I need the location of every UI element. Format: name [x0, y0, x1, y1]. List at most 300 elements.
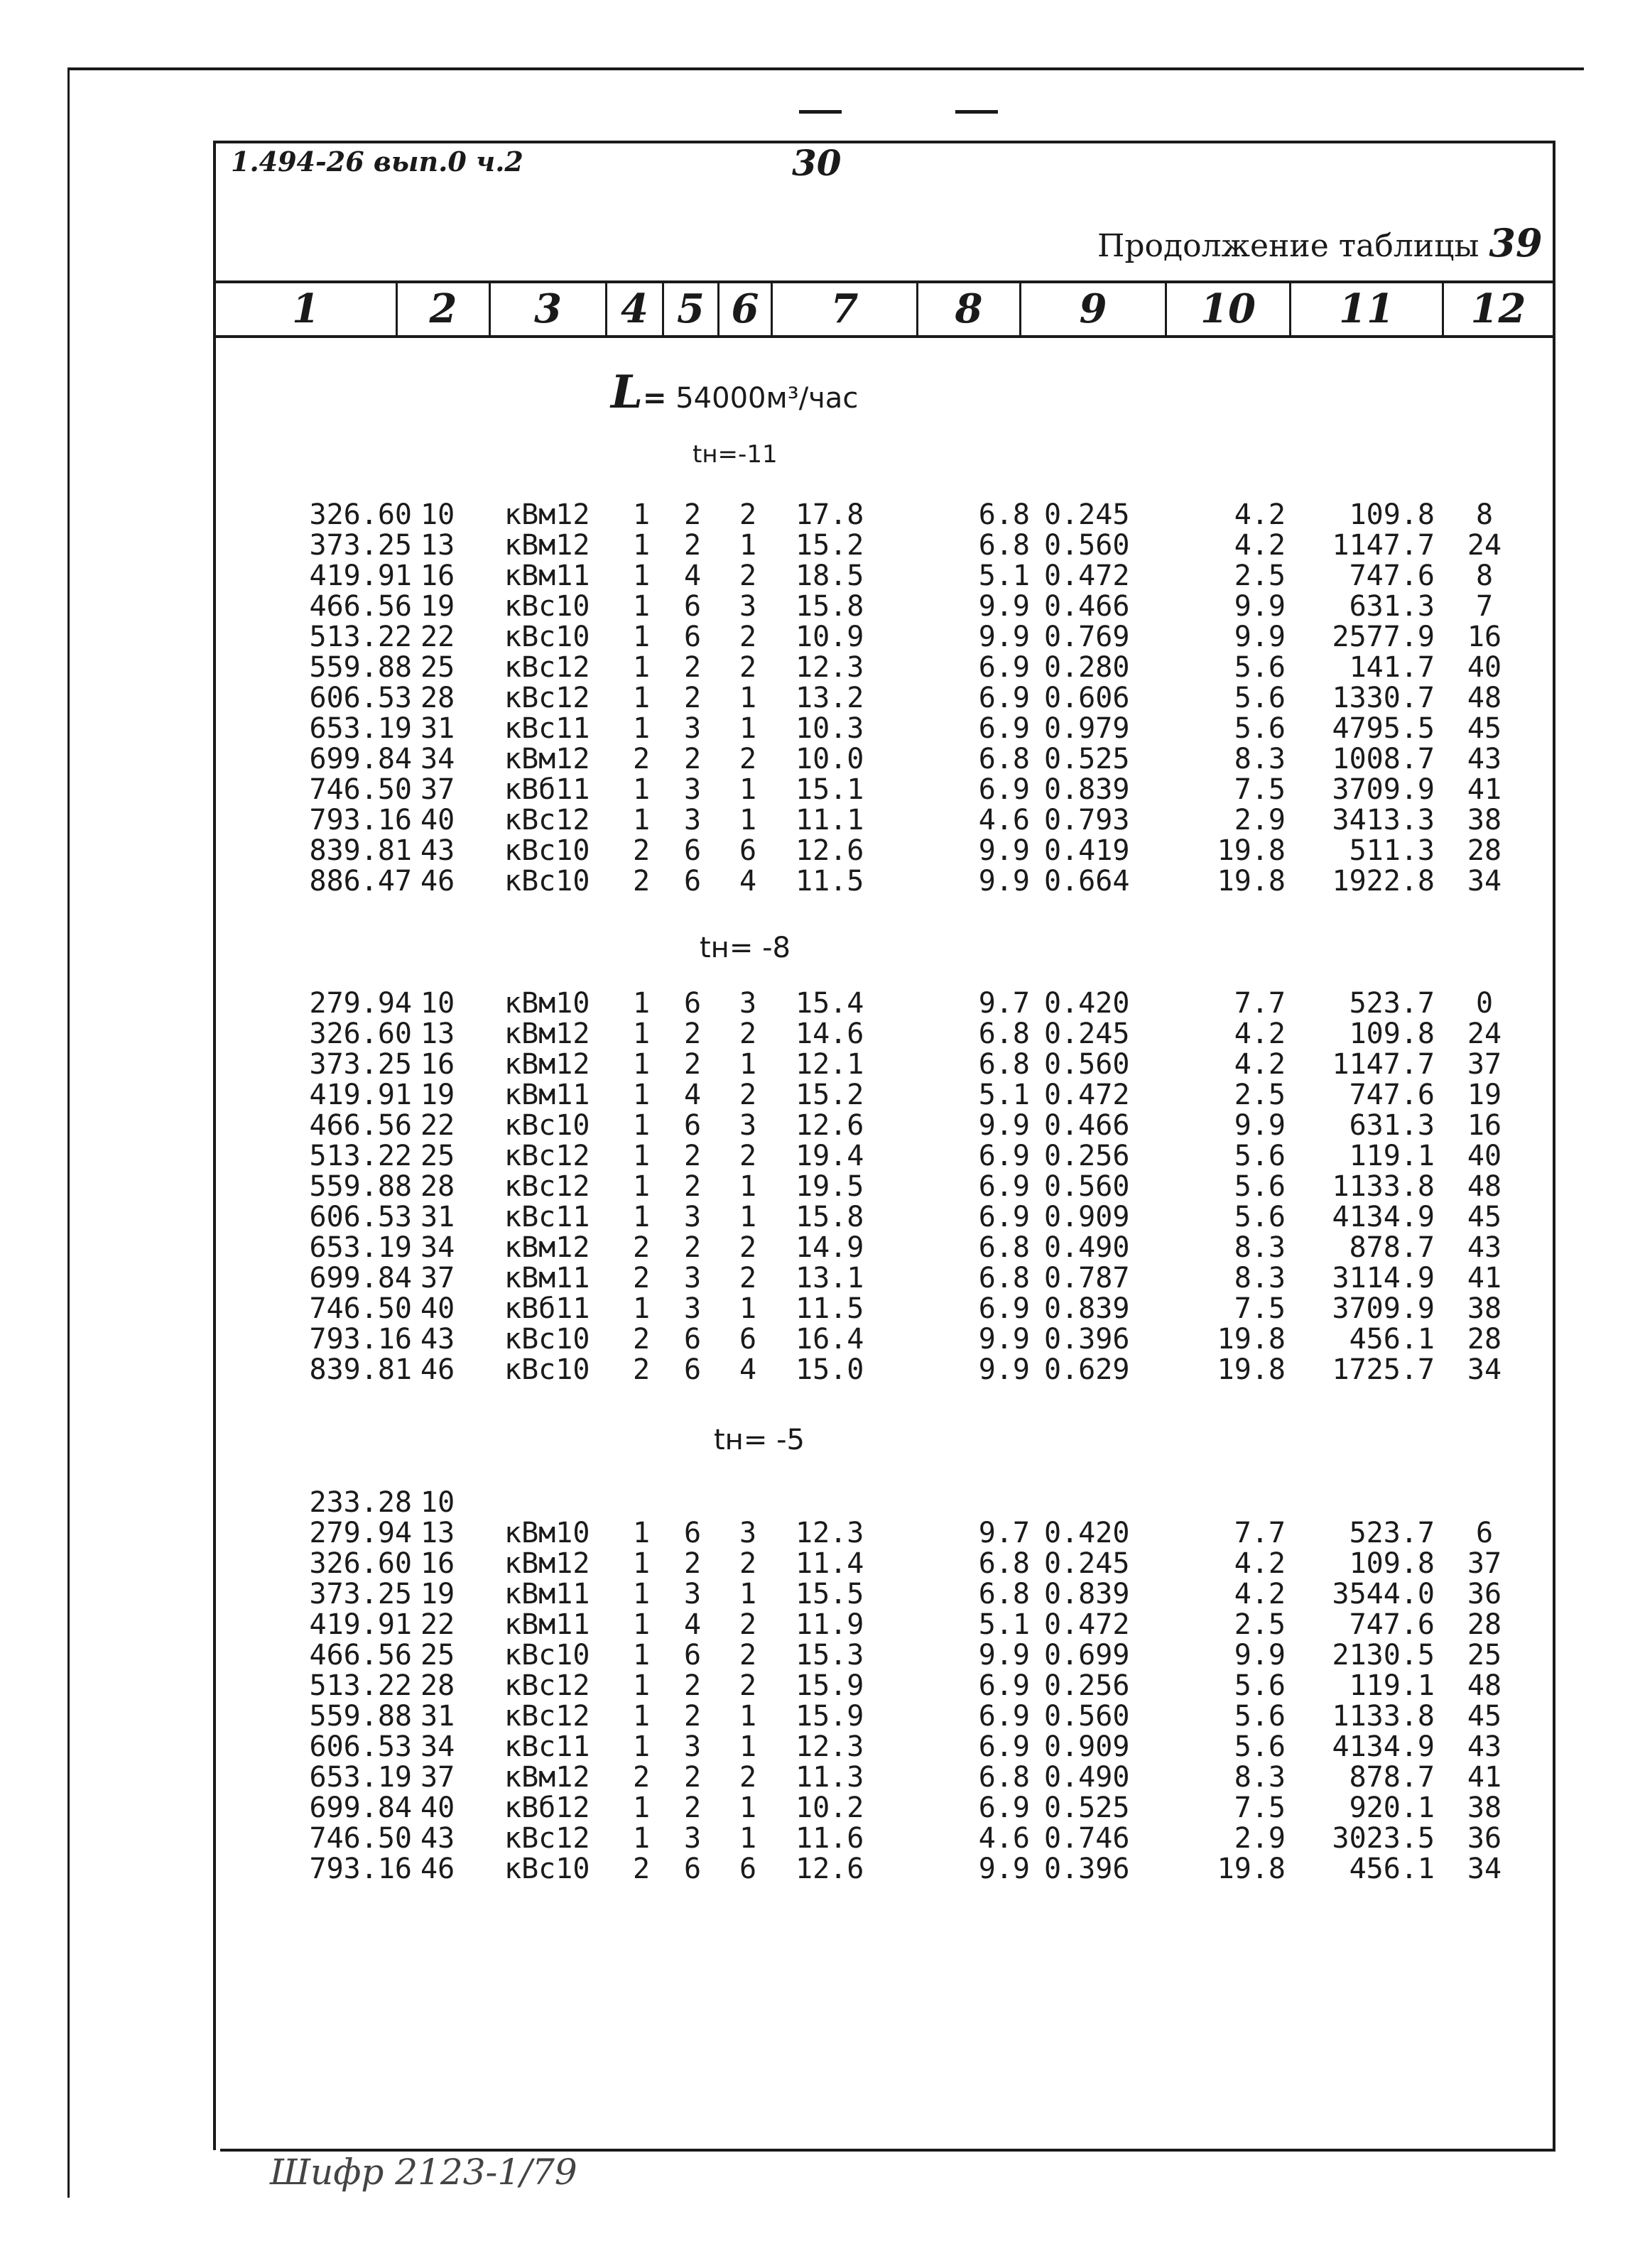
- cell-col-7: 13.2: [795, 682, 864, 714]
- cell-col-9: 0.466: [1044, 590, 1130, 623]
- cell-col-10: 8.3: [1234, 743, 1286, 775]
- cell-col-4: 2: [632, 743, 651, 775]
- cell-col-1: 279.94: [309, 1517, 412, 1549]
- outer-top-border: [67, 67, 1584, 70]
- table-row: [0, 561, 1640, 591]
- cell-col-10: 19.8: [1217, 1323, 1286, 1356]
- cell-col-11: 3544.0: [1332, 1578, 1435, 1610]
- cell-col-11: 3709.9: [1332, 1292, 1435, 1325]
- cell-col-1: 793.16: [309, 1853, 412, 1885]
- cell-col-11: 4134.9: [1332, 1201, 1435, 1233]
- cell-col-6: 1: [739, 1292, 757, 1325]
- cell-col-7: 15.8: [795, 590, 864, 623]
- cell-col-2: 37: [420, 1761, 455, 1794]
- cell-col-7: 11.5: [795, 865, 864, 898]
- cell-col-4: 1: [632, 987, 651, 1020]
- cell-col-1: 793.16: [309, 804, 412, 836]
- cell-col-9: 0.560: [1044, 529, 1130, 562]
- cell-col-1: 326.60: [309, 1547, 412, 1580]
- cell-col-3: кВм11: [504, 1079, 590, 1111]
- cell-col-12: 16: [1467, 621, 1502, 653]
- cell-col-7: 11.5: [795, 1292, 864, 1325]
- cell-col-4: 1: [632, 621, 651, 653]
- cell-col-2: 43: [420, 834, 455, 867]
- cell-col-11: 1330.7: [1332, 682, 1435, 714]
- cell-col-2: 10: [420, 498, 455, 531]
- flow-value: 54000м³/час: [675, 382, 859, 415]
- cell-col-1: 419.91: [309, 1079, 412, 1111]
- cell-col-7: 19.4: [795, 1140, 864, 1172]
- cell-col-5: 3: [683, 1292, 702, 1325]
- cell-col-5: 3: [683, 1730, 702, 1763]
- cell-col-6: 2: [739, 621, 757, 653]
- cell-col-3: кВм12: [504, 1547, 590, 1580]
- cell-col-8: 4.6: [978, 1822, 1030, 1855]
- cell-col-6: 2: [739, 743, 757, 775]
- cell-col-7: 15.8: [795, 1201, 864, 1233]
- cell-col-1: 326.60: [309, 1018, 412, 1050]
- page-number: 30: [792, 142, 842, 184]
- cell-col-7: 15.9: [795, 1700, 864, 1733]
- col-header-3: 3: [534, 285, 562, 332]
- cell-col-7: 12.3: [795, 1517, 864, 1549]
- cell-col-11: 747.6: [1349, 1079, 1435, 1111]
- cell-col-12: 25: [1467, 1639, 1502, 1672]
- cell-col-8: 6.9: [978, 682, 1030, 714]
- cell-col-7: 15.1: [795, 773, 864, 806]
- cell-col-2: 43: [420, 1822, 455, 1855]
- cell-col-4: 2: [632, 834, 651, 867]
- cell-col-10: 4.2: [1234, 1048, 1286, 1081]
- cell-col-12: 28: [1467, 1323, 1502, 1356]
- table-row: [0, 1640, 1640, 1671]
- col-header-7: 7: [830, 285, 859, 332]
- cell-col-5: 6: [683, 1639, 702, 1672]
- cell-col-3: кВм12: [504, 1761, 590, 1794]
- flow-equals: =: [643, 382, 667, 415]
- cell-col-2: 34: [420, 1730, 455, 1763]
- cell-col-2: 40: [420, 1792, 455, 1824]
- cell-col-7: 12.3: [795, 651, 864, 684]
- cell-col-10: 7.5: [1234, 1792, 1286, 1824]
- cell-col-6: 2: [739, 1547, 757, 1580]
- table-continuation-label: Продолжение таблицы 39: [1097, 220, 1543, 266]
- cell-col-9: 0.490: [1044, 1231, 1130, 1264]
- cell-col-6: 3: [739, 1517, 757, 1549]
- cell-col-8: 9.9: [978, 590, 1030, 623]
- cell-col-7: 10.2: [795, 1792, 864, 1824]
- cell-col-10: 5.6: [1234, 682, 1286, 714]
- cell-col-7: 18.5: [795, 560, 864, 592]
- table-row: [0, 1233, 1640, 1263]
- cell-col-6: 1: [739, 712, 757, 745]
- cell-col-10: 2.9: [1234, 804, 1286, 836]
- cell-col-4: 1: [632, 1048, 651, 1081]
- cell-col-3: кВм12: [504, 1018, 590, 1050]
- cell-col-12: 41: [1467, 773, 1502, 806]
- flow-symbol: L: [611, 366, 643, 419]
- cell-col-9: 0.419: [1044, 834, 1130, 867]
- cell-col-8: 6.8: [978, 529, 1030, 562]
- cell-col-12: 43: [1467, 1231, 1502, 1264]
- cell-col-3: кВс10: [504, 1353, 590, 1386]
- table-row: [0, 866, 1640, 897]
- cell-col-6: 2: [739, 1018, 757, 1050]
- cell-col-3: кВм12: [504, 743, 590, 775]
- cell-col-10: 8.3: [1234, 1761, 1286, 1794]
- cell-col-1: 326.60: [309, 498, 412, 531]
- col-header-2: 2: [429, 285, 457, 332]
- cell-col-12: 43: [1467, 743, 1502, 775]
- cell-col-5: 2: [683, 1792, 702, 1824]
- cell-col-12: 0: [1475, 987, 1494, 1020]
- cell-col-9: 0.256: [1044, 1140, 1130, 1172]
- footer-cipher: Шифр 2123-1/79: [270, 2152, 577, 2193]
- cell-col-2: 16: [420, 560, 455, 592]
- cell-col-11: 3023.5: [1332, 1822, 1435, 1855]
- cell-col-5: 2: [683, 743, 702, 775]
- cell-col-1: 606.53: [309, 1201, 412, 1233]
- cell-col-5: 3: [683, 773, 702, 806]
- cell-col-9: 0.909: [1044, 1201, 1130, 1233]
- cell-col-6: 3: [739, 1109, 757, 1142]
- cell-col-12: 48: [1467, 1669, 1502, 1702]
- cell-col-12: 37: [1467, 1048, 1502, 1081]
- cell-col-10: 5.6: [1234, 1140, 1286, 1172]
- cell-col-4: 1: [632, 1669, 651, 1702]
- cell-col-2: 34: [420, 743, 455, 775]
- cell-col-5: 6: [683, 1853, 702, 1885]
- cell-col-8: 9.9: [978, 834, 1030, 867]
- cell-col-1: 653.19: [309, 1761, 412, 1794]
- cell-col-8: 4.6: [978, 804, 1030, 836]
- cell-col-11: 631.3: [1349, 590, 1435, 623]
- cell-col-5: 6: [683, 987, 702, 1020]
- cell-col-6: 2: [739, 560, 757, 592]
- cell-col-10: 19.8: [1217, 1353, 1286, 1386]
- cell-col-4: 1: [632, 1170, 651, 1203]
- cell-col-2: 25: [420, 651, 455, 684]
- cell-col-1: 699.84: [309, 1792, 412, 1824]
- table-row: [0, 1080, 1640, 1111]
- cell-col-5: 6: [683, 865, 702, 898]
- cell-col-2: 28: [420, 1170, 455, 1203]
- cell-col-1: 606.53: [309, 682, 412, 714]
- cell-col-8: 5.1: [978, 1608, 1030, 1641]
- cell-col-6: 1: [739, 1730, 757, 1763]
- cell-col-9: 0.787: [1044, 1262, 1130, 1294]
- cell-col-2: 31: [420, 1201, 455, 1233]
- cell-col-9: 0.245: [1044, 1547, 1130, 1580]
- cell-col-11: 1008.7: [1332, 743, 1435, 775]
- cell-col-7: 11.6: [795, 1822, 864, 1855]
- cell-col-5: 2: [683, 1170, 702, 1203]
- cell-col-10: 4.2: [1234, 1578, 1286, 1610]
- cell-col-9: 0.245: [1044, 498, 1130, 531]
- cell-col-4: 1: [632, 1018, 651, 1050]
- cell-col-5: 6: [683, 834, 702, 867]
- cell-col-5: 2: [683, 529, 702, 562]
- cell-col-11: 4134.9: [1332, 1730, 1435, 1763]
- col-header-4: 4: [621, 285, 648, 332]
- cell-col-5: 2: [683, 1761, 702, 1794]
- cell-col-1: 373.25: [309, 529, 412, 562]
- table-row: [0, 1050, 1640, 1080]
- cell-col-7: 15.2: [795, 529, 864, 562]
- cell-col-11: 456.1: [1349, 1323, 1435, 1356]
- table-row: [0, 1762, 1640, 1793]
- cell-col-10: 7.5: [1234, 1292, 1286, 1325]
- cell-col-11: 109.8: [1349, 1018, 1435, 1050]
- cell-col-12: 34: [1467, 865, 1502, 898]
- table-row: [0, 1355, 1640, 1385]
- cell-col-7: 12.6: [795, 834, 864, 867]
- cell-col-12: 8: [1475, 560, 1494, 592]
- cell-col-6: 2: [739, 1262, 757, 1294]
- table-row: [0, 1549, 1640, 1579]
- cell-col-4: 2: [632, 1853, 651, 1885]
- cell-col-5: 2: [683, 1547, 702, 1580]
- cell-col-2: 16: [420, 1547, 455, 1580]
- cell-col-7: 14.9: [795, 1231, 864, 1264]
- cell-col-12: 8: [1475, 498, 1494, 531]
- cell-col-5: 4: [683, 560, 702, 592]
- cell-col-3: кВм10: [504, 987, 590, 1020]
- cell-col-5: 2: [683, 1048, 702, 1081]
- cell-col-11: 3413.3: [1332, 804, 1435, 836]
- cell-col-10: 5.6: [1234, 1201, 1286, 1233]
- table-row: [0, 622, 1640, 653]
- cell-col-3: кВс10: [504, 1323, 590, 1356]
- cell-col-7: 10.9: [795, 621, 864, 653]
- cell-col-8: 6.9: [978, 1170, 1030, 1203]
- cell-col-8: 9.9: [978, 1639, 1030, 1672]
- cell-col-12: 36: [1467, 1578, 1502, 1610]
- table-row: [0, 1263, 1640, 1294]
- cell-col-11: 2577.9: [1332, 621, 1435, 653]
- cell-col-6: 1: [739, 1792, 757, 1824]
- cell-col-3: кВс12: [504, 1700, 590, 1733]
- cell-col-4: 2: [632, 1353, 651, 1386]
- cell-col-8: 9.9: [978, 1323, 1030, 1356]
- cell-col-5: 2: [683, 651, 702, 684]
- cell-col-7: 15.2: [795, 1079, 864, 1111]
- cell-col-10: 9.9: [1234, 621, 1286, 653]
- cell-col-11: 631.3: [1349, 1109, 1435, 1142]
- cell-col-11: 3114.9: [1332, 1262, 1435, 1294]
- cell-col-10: 5.6: [1234, 1170, 1286, 1203]
- cell-col-1: 466.56: [309, 1639, 412, 1672]
- cell-col-1: 653.19: [309, 1231, 412, 1264]
- cell-col-1: 606.53: [309, 1730, 412, 1763]
- cell-col-1: 419.91: [309, 560, 412, 592]
- cell-col-10: 19.8: [1217, 1853, 1286, 1885]
- cell-col-7: 10.3: [795, 712, 864, 745]
- cell-col-5: 3: [683, 1201, 702, 1233]
- cell-col-3: кВм12: [504, 1231, 590, 1264]
- cell-col-2: 25: [420, 1639, 455, 1672]
- cell-col-8: 6.8: [978, 743, 1030, 775]
- cell-col-10: 2.5: [1234, 1608, 1286, 1641]
- cell-col-5: 2: [683, 682, 702, 714]
- cell-col-3: кВм12: [504, 529, 590, 562]
- table-row: [0, 988, 1640, 1019]
- cell-col-11: 2130.5: [1332, 1639, 1435, 1672]
- cell-col-11: 878.7: [1349, 1231, 1435, 1264]
- cell-col-3: кВм10: [504, 1517, 590, 1549]
- cell-col-2: 40: [420, 1292, 455, 1325]
- cell-col-1: 699.84: [309, 1262, 412, 1294]
- cell-col-8: 6.9: [978, 651, 1030, 684]
- page-mark-right: [955, 110, 998, 114]
- cell-col-8: 6.8: [978, 1018, 1030, 1050]
- cell-col-9: 0.256: [1044, 1669, 1130, 1702]
- air-flow-caption: [611, 366, 858, 419]
- cell-col-12: 38: [1467, 804, 1502, 836]
- cell-col-9: 0.746: [1044, 1822, 1130, 1855]
- cell-col-11: 920.1: [1349, 1792, 1435, 1824]
- cell-col-6: 1: [739, 804, 757, 836]
- cell-col-11: 4795.5: [1332, 712, 1435, 745]
- cell-col-2: 28: [420, 1669, 455, 1702]
- table-row: [0, 836, 1640, 866]
- cell-col-2: 37: [420, 773, 455, 806]
- cell-col-6: 3: [739, 987, 757, 1020]
- cell-col-4: 1: [632, 498, 651, 531]
- cell-col-12: 45: [1467, 1201, 1502, 1233]
- cell-col-8: 5.1: [978, 1079, 1030, 1111]
- cell-col-4: 1: [632, 682, 651, 714]
- cell-col-2: 22: [420, 1109, 455, 1142]
- table-row: [0, 1823, 1640, 1854]
- cell-col-10: 9.9: [1234, 1109, 1286, 1142]
- cell-col-5: 6: [683, 590, 702, 623]
- cell-col-2: 40: [420, 804, 455, 836]
- cell-col-6: 1: [739, 1700, 757, 1733]
- cell-col-7: 17.8: [795, 498, 864, 531]
- cell-col-9: 0.909: [1044, 1730, 1130, 1763]
- cell-col-6: 4: [739, 1353, 757, 1386]
- cell-col-7: 12.6: [795, 1853, 864, 1885]
- cell-col-1: 559.88: [309, 651, 412, 684]
- cell-col-10: 9.9: [1234, 590, 1286, 623]
- table-row: [0, 1854, 1640, 1885]
- cell-col-8: 6.8: [978, 1547, 1030, 1580]
- cell-col-5: 2: [683, 1700, 702, 1733]
- cell-col-8: 6.9: [978, 1700, 1030, 1733]
- cell-col-6: 3: [739, 590, 757, 623]
- cell-col-12: 43: [1467, 1730, 1502, 1763]
- cell-col-5: 2: [683, 1140, 702, 1172]
- cell-col-9: 0.699: [1044, 1639, 1130, 1672]
- cell-col-6: 4: [739, 865, 757, 898]
- cell-col-5: 4: [683, 1079, 702, 1111]
- table-row: [0, 1732, 1640, 1762]
- cell-col-11: 1922.8: [1332, 865, 1435, 898]
- cell-col-6: 6: [739, 1323, 757, 1356]
- table-row: [0, 1488, 1640, 1518]
- cell-col-9: 0.420: [1044, 987, 1130, 1020]
- cell-col-9: 0.466: [1044, 1109, 1130, 1142]
- cell-col-9: 0.472: [1044, 1608, 1130, 1641]
- cell-col-4: 2: [632, 1262, 651, 1294]
- cell-col-4: 2: [632, 865, 651, 898]
- cell-col-3: кВс11: [504, 1730, 590, 1763]
- cell-col-10: 4.2: [1234, 1547, 1286, 1580]
- cell-col-4: 1: [632, 1547, 651, 1580]
- cell-col-7: 11.9: [795, 1608, 864, 1641]
- cell-col-3: кВс12: [504, 651, 590, 684]
- cell-col-9: 0.769: [1044, 621, 1130, 653]
- cell-col-6: 2: [739, 1669, 757, 1702]
- cell-col-11: 1147.7: [1332, 529, 1435, 562]
- cell-col-8: 6.9: [978, 1292, 1030, 1325]
- section-label-tn-minus-11: tн=-11: [693, 440, 778, 469]
- cell-col-10: 4.2: [1234, 1018, 1286, 1050]
- table-row: [0, 714, 1640, 744]
- cell-col-9: 0.525: [1044, 1792, 1130, 1824]
- cell-col-3: кВм11: [504, 1608, 590, 1641]
- table-row: [0, 591, 1640, 622]
- cell-col-10: 5.6: [1234, 1730, 1286, 1763]
- cell-col-6: 1: [739, 682, 757, 714]
- cell-col-12: 24: [1467, 1018, 1502, 1050]
- cell-col-10: 7.7: [1234, 1517, 1286, 1549]
- cell-col-8: 9.9: [978, 621, 1030, 653]
- cell-col-4: 1: [632, 1140, 651, 1172]
- cell-col-3: кВм11: [504, 1262, 590, 1294]
- cell-col-4: 1: [632, 1201, 651, 1233]
- cell-col-9: 0.839: [1044, 1578, 1130, 1610]
- cell-col-2: 16: [420, 1048, 455, 1081]
- cell-col-2: 46: [420, 865, 455, 898]
- cell-col-5: 2: [683, 1669, 702, 1702]
- cell-col-12: 41: [1467, 1761, 1502, 1794]
- cell-col-11: 523.7: [1349, 1517, 1435, 1549]
- cell-col-8: 6.9: [978, 773, 1030, 806]
- header-bottom-rule: [213, 335, 1555, 338]
- cell-col-1: 466.56: [309, 1109, 412, 1142]
- table-row: [0, 1701, 1640, 1732]
- cell-col-1: 233.28: [309, 1486, 412, 1519]
- cell-col-3: кВс11: [504, 712, 590, 745]
- cell-col-8: 6.8: [978, 1048, 1030, 1081]
- cell-col-5: 6: [683, 1109, 702, 1142]
- cell-col-6: 6: [739, 1853, 757, 1885]
- cell-col-9: 0.839: [1044, 773, 1130, 806]
- cell-col-7: 12.3: [795, 1730, 864, 1763]
- table-row: [0, 805, 1640, 836]
- cell-col-12: 37: [1467, 1547, 1502, 1580]
- table-row: [0, 530, 1640, 561]
- cell-col-3: кВм12: [504, 498, 590, 531]
- section-label-tn-minus-5: tн= -5: [714, 1424, 805, 1456]
- cell-col-3: кВб11: [504, 1292, 590, 1325]
- cell-col-5: 6: [683, 1323, 702, 1356]
- cell-col-9: 0.472: [1044, 560, 1130, 592]
- cell-col-3: кВм12: [504, 1048, 590, 1081]
- cell-col-7: 12.6: [795, 1109, 864, 1142]
- cell-col-12: 38: [1467, 1292, 1502, 1325]
- cell-col-8: 6.9: [978, 1792, 1030, 1824]
- cell-col-11: 1725.7: [1332, 1353, 1435, 1386]
- cell-col-1: 559.88: [309, 1700, 412, 1733]
- cell-col-5: 3: [683, 1822, 702, 1855]
- cell-col-8: 6.8: [978, 1262, 1030, 1294]
- table-row: [0, 1793, 1640, 1823]
- cell-col-8: 6.8: [978, 498, 1030, 531]
- cell-col-6: 1: [739, 529, 757, 562]
